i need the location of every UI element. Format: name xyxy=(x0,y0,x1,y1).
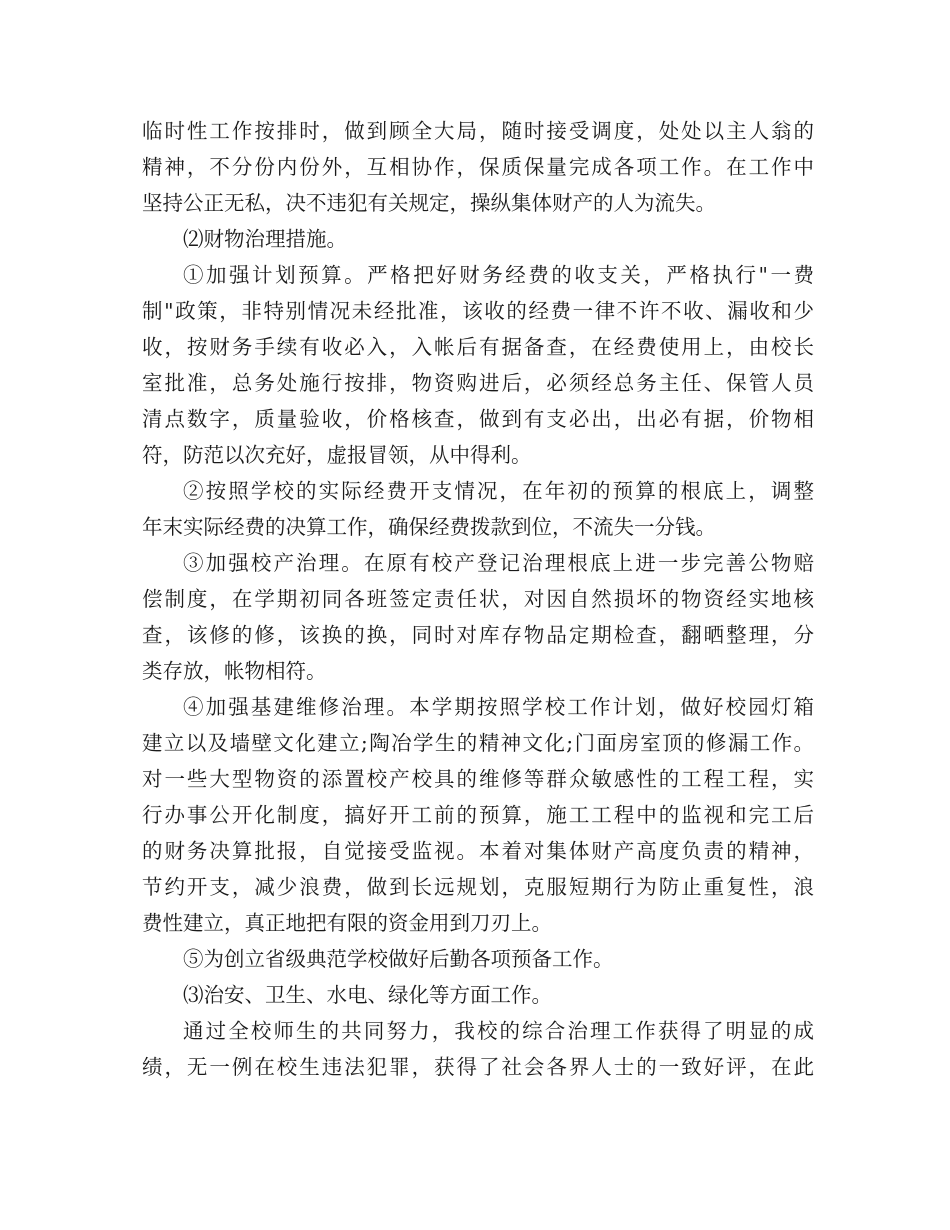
text-line: 绩，无一例在校生违法犯罪，获得了社会各界人士的一致好评，在此 xyxy=(142,1055,814,1079)
text-line: 类存放，帐物相符。 xyxy=(142,659,327,683)
section-heading: ⑶治安、卫生、水电、绿化等方面工作。 xyxy=(183,983,552,1007)
text-line: ③加强校产治理。在原有校产登记治理根底上进一步完善公物赔 xyxy=(183,551,814,575)
text-line: 建立以及墙壁文化建立;陶冶学生的精神文化;门面房室顶的修漏工作。 xyxy=(142,731,814,755)
text-line: 清点数字，质量验收，价格核查，做到有支必出，出必有据，价物相 xyxy=(142,407,814,431)
text-line: 年末实际经费的决算工作，确保经费拨款到位，不流失一分钱。 xyxy=(142,515,716,539)
text-line: 行办事公开化制度，搞好开工前的预算，施工工程中的监视和完工后 xyxy=(142,803,814,827)
text-line: ①加强计划预算。严格把好财务经费的收支关，严格执行"一费 xyxy=(183,263,814,287)
text-line: 收，按财务手续有收必入，入帐后有据备查，在经费使用上，由校长 xyxy=(142,335,814,359)
text-line: 符，防范以次充好，虚报冒领，从中得利。 xyxy=(142,443,532,467)
text-line: 的财务决算批报，自觉接受监视。本着对集体财产高度负责的精神， xyxy=(142,839,814,863)
section-heading: ⑵财物治理措施。 xyxy=(183,227,347,251)
text-line: 节约开支，减少浪费，做到长远规划，克服短期行为防止重复性，浪 xyxy=(142,875,814,899)
text-line: 对一些大型物资的添置校产校具的维修等群众敏感性的工程工程，实 xyxy=(142,767,814,791)
text-line: ②按照学校的实际经费开支情况，在年初的预算的根底上，调整 xyxy=(183,479,814,503)
text-line: 通过全校师生的共同努力，我校的综合治理工作获得了明显的成 xyxy=(183,1019,814,1043)
text-line: 坚持公正无私，决不违犯有关规定，操纵集体财产的人为流失。 xyxy=(142,191,716,215)
text-line: ④加强基建维修治理。本学期按照学校工作计划，做好校园灯箱 xyxy=(183,695,814,719)
text-line: 费性建立，真正地把有限的资金用到刀刃上。 xyxy=(142,911,552,935)
text-line: 精神，不分份内份外，互相协作，保质保量完成各项工作。在工作中 xyxy=(142,155,814,179)
text-line: ⑤为创立省级典范学校做好后勤各项预备工作。 xyxy=(183,947,614,971)
text-line: 临时性工作按排时，做到顾全大局，随时接受调度，处处以主人翁的 xyxy=(142,119,814,143)
text-line: 查，该修的修，该换的换，同时对库存物品定期检查，翻晒整理，分 xyxy=(142,623,814,647)
text-line: 制"政策，非特别情况未经批准，该收的经费一律不许不收、漏收和少 xyxy=(142,299,814,323)
text-line: 室批准，总务处施行按排，物资购进后，必须经总务主任、保管人员 xyxy=(142,371,814,395)
text-line: 偿制度，在学期初同各班签定责任状，对因自然损坏的物资经实地核 xyxy=(142,587,814,611)
document-body xyxy=(142,113,814,1085)
